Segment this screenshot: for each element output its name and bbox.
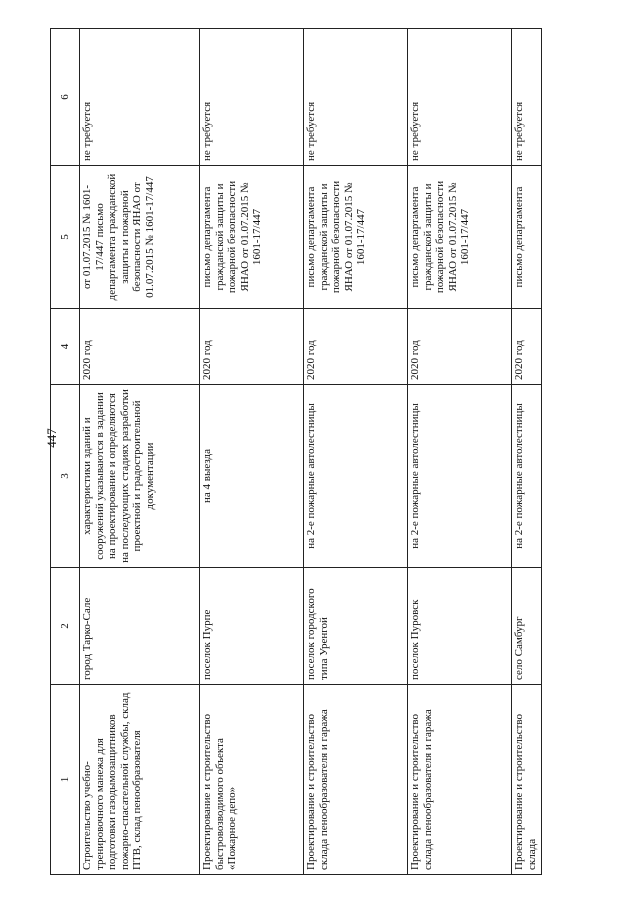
requirement-cell: не требуется	[304, 29, 408, 166]
location-cell: село Самбург	[512, 568, 542, 685]
characteristics-cell: на 2-е пожарные автолестницы	[408, 385, 512, 568]
rotated-table-frame	[50, 29, 538, 875]
requirement-cell: не требуется	[512, 29, 542, 166]
deadline-cell: 2020 год	[200, 309, 304, 385]
object-name-cell: Проектирование и строительство склада пенообразователя и гаража	[408, 685, 512, 875]
requirement-cell: не требуется	[80, 29, 200, 166]
header-cell-2: 2	[51, 568, 80, 685]
location-cell: поселок Пурпе	[200, 568, 304, 685]
basis-cell: письмо департамента	[512, 166, 542, 309]
location-cell: поселок Пуровск	[408, 568, 512, 685]
characteristics-cell: на 4 выезда	[200, 385, 304, 568]
characteristics-cell: на 2-е пожарные автолестницы	[304, 385, 408, 568]
object-name-cell: Проектирование и строительство быстровозводимого объекта «Пожарное депо»	[200, 685, 304, 875]
object-name-cell: Проектирование и строительство склада	[512, 685, 542, 875]
basis-cell: письмо департамента гражданской защиты и пожарной безопасности ЯНАО от 01.07.2015 № 1601-17/447	[304, 166, 408, 309]
requirement-cell: не требуется	[200, 29, 304, 166]
requirement-cell: не требуется	[408, 29, 512, 166]
deadline-cell: 2020 год	[304, 309, 408, 385]
characteristics-cell: характеристики зданий и сооружений указываются в задании на проектирование и определяются на последующих стадиях разработки проектной и градостроительной документации	[80, 385, 200, 568]
header-cell-4: 4	[51, 309, 80, 385]
table-row	[512, 29, 542, 875]
header-cell-6: 6	[51, 29, 80, 166]
table-row	[304, 29, 408, 875]
deadline-cell: 2020 год	[512, 309, 542, 385]
header-cell-3: 3	[51, 385, 80, 568]
characteristics-cell: на 2-е пожарные автолестницы	[512, 385, 542, 568]
table-row	[200, 29, 304, 875]
header-row	[51, 29, 80, 875]
table-row	[80, 29, 200, 875]
location-cell: город Тарко-Сале	[80, 568, 200, 685]
table-row	[408, 29, 512, 875]
location-cell: поселок городского типа Уренгой	[304, 568, 408, 685]
deadline-cell: 2020 год	[80, 309, 200, 385]
object-name-cell: Проектирование и строительство склада пенообразователя и гаража	[304, 685, 408, 875]
basis-cell: письмо департамента гражданской защиты и пожарной безопасности ЯНАО от 01.07.2015 № 1601-17/447	[200, 166, 304, 309]
page-number: 447	[44, 428, 59, 448]
object-name-cell: Строительство учебно-тренировочного манежа для подготовки газодымозащитников пожарно-спасательной службы, склад ПТВ, склад пенообразователя	[80, 685, 200, 875]
header-cell-1: 1	[51, 685, 80, 875]
data-table	[50, 28, 542, 875]
deadline-cell: 2020 год	[408, 309, 512, 385]
header-cell-5: 5	[51, 166, 80, 309]
basis-cell: письмо департамента гражданской защиты и пожарной безопасности ЯНАО от 01.07.2015 № 1601-17/447	[408, 166, 512, 309]
basis-cell: от 01.07.2015 № 1601-17/447 письмо департамента гражданской защиты и пожарной безопасности ЯНАО от 01.07.2015 № 1601-17/447	[80, 166, 200, 309]
